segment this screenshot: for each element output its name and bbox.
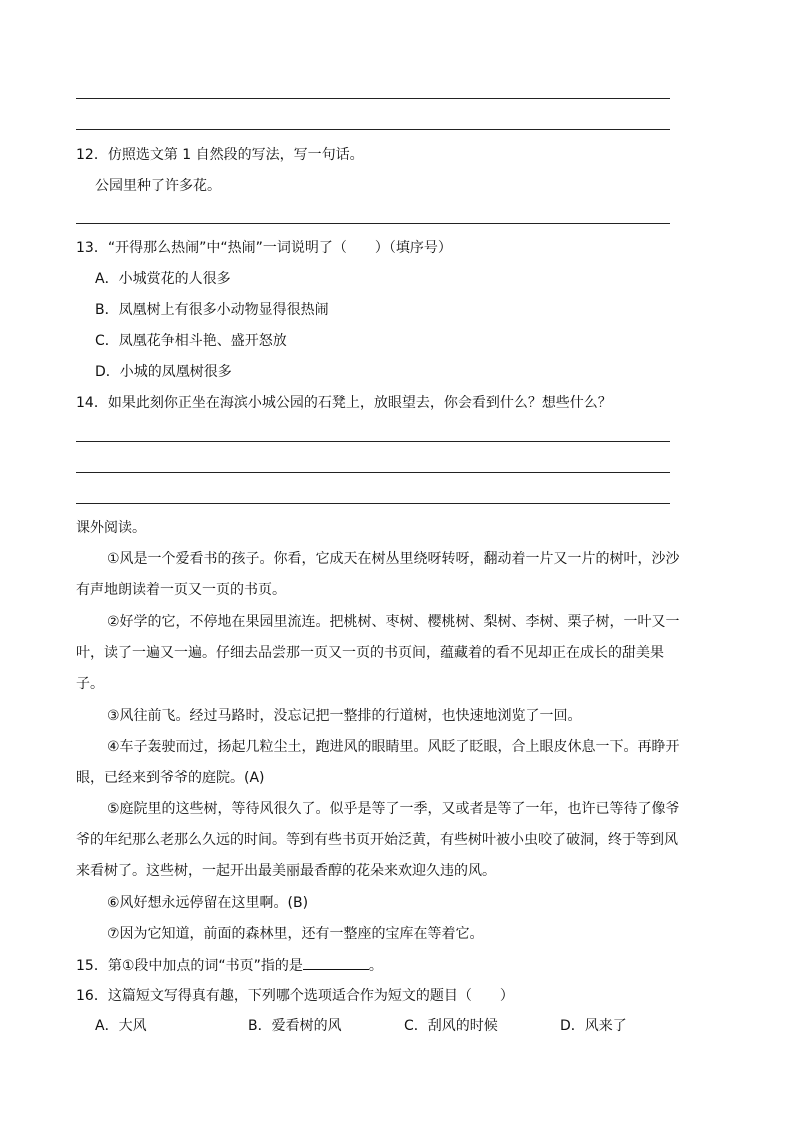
- passage-line: ⑦因为它知道，前面的森林里，还有一整座的宝库在等着它。: [107, 926, 484, 942]
- answer-line[interactable]: [76, 472, 670, 473]
- question-15-prompt: [76, 955, 383, 976]
- passage-line: ⑤庭院里的这些树，等待风很久了。似乎是等了一季，又或者是等了一年，也许已等待了像爷: [107, 801, 680, 817]
- question-16-option-c[interactable]: C．刮风的时候: [404, 1018, 498, 1034]
- passage-line: 有声地朗读着一页又一页的书页。: [76, 582, 286, 598]
- passage-line: ②好学的它，不停地在果园里流连。把桃树、枣树、樱桃树、梨树、李树、栗子树，一叶又一: [107, 614, 680, 630]
- reading-heading: 课外阅读。: [76, 520, 146, 536]
- passage-line: 子。: [76, 676, 104, 692]
- question-16-prompt: 16．这篇短文写得真有趣，下列哪个选项适合作为短文的题目（ ）: [76, 988, 514, 1004]
- question-13-prompt: 13．“开得那么热闹”中“热闹”一词说明了（ ）（填序号）: [76, 240, 452, 256]
- question-15-end: 。: [368, 958, 383, 974]
- question-16-option-d[interactable]: D．风来了: [560, 1018, 627, 1034]
- passage-line: ①风是一个爱看书的孩子。你看，它成天在树丛里绕呀转呀，翻动着一片又一片的树叶，沙沙: [107, 551, 680, 567]
- passage-line: 爷的年纪那么老那么久远的时间。等到有些书页开始泛黄，有些树叶被小虫咬了破洞，终于等到风: [76, 832, 678, 848]
- passage-line: 眼，已经来到爷爷的庭院。(A): [76, 770, 265, 786]
- answer-line[interactable]: [76, 503, 670, 504]
- fill-in-blank[interactable]: [303, 955, 369, 970]
- question-13-option-c[interactable]: C．凤凰花争相斗艳、盛开怒放: [95, 333, 287, 349]
- answer-line[interactable]: [76, 223, 670, 224]
- question-16-option-a[interactable]: A．大风: [95, 1018, 147, 1034]
- question-16-option-b[interactable]: B．爱看树的风: [248, 1018, 342, 1034]
- question-12-example: 公园里种了许多花。: [95, 178, 221, 194]
- passage-line: ⑥风好想永远停留在这里啊。(B): [107, 895, 309, 911]
- question-13-option-a[interactable]: A．小城赏花的人很多: [95, 271, 231, 287]
- question-13-option-b[interactable]: B．凤凰树上有很多小动物显得很热闹: [95, 302, 329, 318]
- passage-line: 来看树了。这些树，一起开出最美丽最香醇的花朵来欢迎久违的风。: [76, 863, 496, 879]
- passage-line: 叶，读了一遍又一遍。仔细去品尝那一页又一页的书页间，蕴藏着的看不见却正在成长的甜美果: [76, 645, 664, 661]
- question-15-text: 15．第①段中加点的词“书页”指的是: [76, 958, 303, 974]
- answer-line[interactable]: [76, 129, 670, 130]
- passage-line: ④车子轰驶而过，扬起几粒尘土，跑进风的眼睛里。风眨了眨眼，合上眼皮休息一下。再睁开: [107, 739, 680, 755]
- answer-line[interactable]: [76, 441, 670, 442]
- question-13-option-d[interactable]: D．小城的凤凰树很多: [95, 364, 232, 380]
- passage-line: ③风往前飞。经过马路时，没忘记把一整排的行道树，也快速地浏览了一回。: [107, 708, 582, 724]
- question-14-prompt: 14．如果此刻你正坐在海滨小城公园的石凳上，放眼望去，你会看到什么？想些什么？: [76, 395, 612, 411]
- answer-line[interactable]: [76, 98, 670, 99]
- question-12-prompt: 12．仿照选文第 1 自然段的写法，写一句话。: [76, 147, 364, 163]
